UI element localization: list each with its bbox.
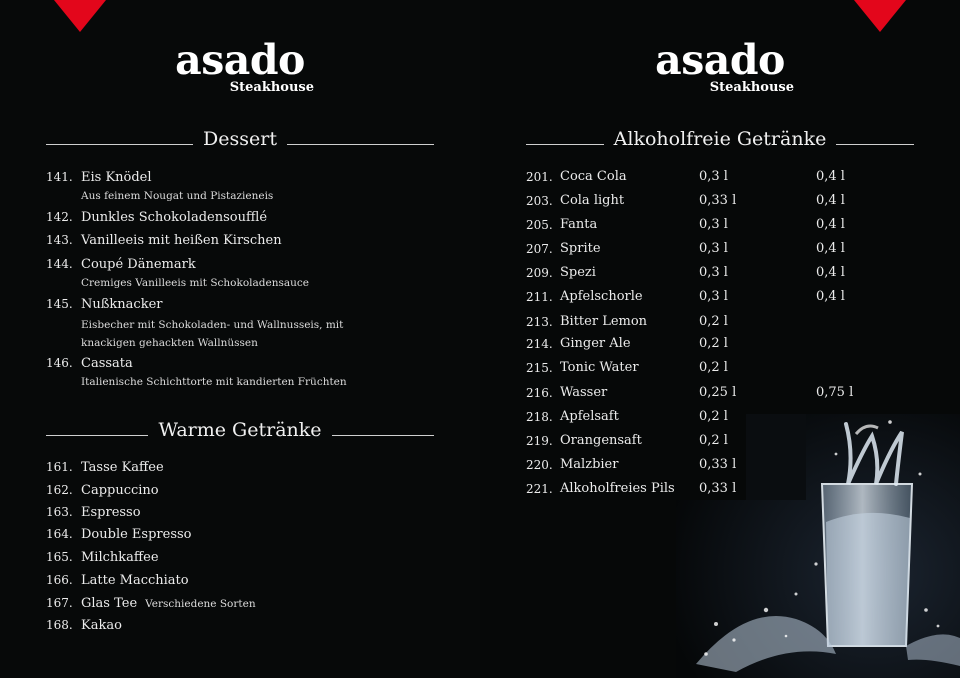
drink-row [526,169,886,185]
menu-item [46,549,159,566]
size-small: 0,3 l [699,217,728,232]
drink-row [526,385,886,401]
item-number: 166. [46,573,73,587]
item-name: Cappuccino [81,483,159,498]
item-name: Wasser [560,385,608,400]
drink-row [526,409,886,425]
drink-row [526,289,886,305]
item-name: Bitter Lemon [560,314,648,329]
water-glass-photo [676,414,960,678]
size-small: 0,2 l [699,360,728,375]
section-title: Alkoholfreie Getränke [613,128,827,150]
item-name: Apfelschorle [560,289,643,304]
size-small: 0,3 l [699,241,728,256]
menu-item [46,459,164,476]
item-name: Milchkaffee [81,550,159,565]
item-name: Cassata [81,356,133,371]
item-name: Nußknacker [81,297,163,312]
size-small: 0,33 l [699,481,737,496]
size-large: 0,75 l [816,385,854,400]
item-name: Cola light [560,193,625,208]
size-small: 0,2 l [699,409,728,424]
item-name: Tasse Kaffee [81,460,164,475]
menu-item [46,256,371,290]
item-number: 221. [526,482,553,496]
section-heading-warm-drinks [46,419,434,441]
size-small: 0,2 l [699,336,728,351]
drink-row [526,360,886,376]
drink-row [526,336,886,352]
size-small: 0,2 l [699,314,728,329]
divider [836,144,914,145]
item-name: Coca Cola [560,169,627,184]
section-title: Dessert [203,128,277,150]
item-name: Tonic Water [560,360,639,375]
item-name: Fanta [560,217,598,232]
item-number: 207. [526,242,553,256]
item-description: Cremiges Vanilleeis mit Schokoladensauce [81,277,310,289]
item-name: Dunkles Schokoladensoufflé [81,210,268,225]
item-name: Latte Macchiato [81,573,189,588]
item-number: 220. [526,458,553,472]
menu-item [46,482,159,499]
divider [46,435,148,436]
item-description: Aus feinem Nougat und Pistazieneis [81,190,274,202]
divider [287,144,434,145]
item-number: 219. [526,434,553,448]
section-title: Warme Getränke [158,419,322,441]
drink-row [526,314,886,330]
drink-row [526,265,886,281]
menu-item [46,169,371,203]
ribbon-bookmark-icon [54,0,106,32]
item-name: Kakao [81,618,122,633]
drink-row [526,217,886,233]
menu-item [46,595,256,612]
item-number: 216. [526,386,553,400]
size-large: 0,4 l [816,169,845,184]
logo-brand: asado [655,36,785,84]
divider [332,435,434,436]
size-small: 0,3 l [699,169,728,184]
item-name: Double Espresso [81,527,192,542]
menu-item [46,296,371,352]
item-number: 146. [46,356,73,370]
item-number: 161. [46,460,73,474]
item-number: 143. [46,233,73,247]
size-small: 0,33 l [699,457,737,472]
size-large: 0,4 l [816,193,845,208]
drink-row [526,433,886,449]
item-name: Eis Knödel [81,170,152,185]
divider [526,144,604,145]
item-description: Verschiedene Sorten [145,598,256,610]
drink-row [526,241,886,257]
item-number: 141. [46,170,73,184]
menu-item [46,526,192,543]
section-heading-soft-drinks [526,128,914,150]
section-heading-dessert [46,128,434,150]
item-number: 215. [526,361,553,375]
size-small: 0,2 l [699,433,728,448]
item-name: Glas Tee [81,596,138,611]
logo [160,38,320,96]
size-small: 0,33 l [699,193,737,208]
size-large: 0,4 l [816,241,845,256]
size-large: 0,4 l [816,265,845,280]
item-number: 163. [46,505,73,519]
item-number: 162. [46,483,73,497]
item-name: Espresso [81,505,141,520]
item-name: Malzbier [560,457,619,472]
drink-row [526,193,886,209]
item-number: 209. [526,266,553,280]
logo-tagline: Steakhouse [709,80,794,95]
drink-row [526,457,886,473]
item-number: 144. [46,257,73,271]
item-description: Italienische Schichttorte mit kandierten Früchten [81,376,347,388]
item-name: Sprite [560,241,601,256]
item-name: Coupé Dänemark [81,257,196,272]
menu-item [46,209,267,226]
item-number: 167. [46,596,73,610]
item-number: 165. [46,550,73,564]
item-number: 142. [46,210,73,224]
size-large: 0,4 l [816,289,845,304]
item-number: 211. [526,290,553,304]
item-number: 201. [526,170,553,184]
menu-item [46,504,141,521]
item-name: Alkoholfreies Pils [560,481,675,496]
item-name: Ginger Ale [560,336,631,351]
item-number: 214. [526,337,553,351]
size-small: 0,3 l [699,289,728,304]
menu-item [46,572,189,589]
menu-item [46,355,371,389]
item-number: 203. [526,194,553,208]
divider [46,144,193,145]
menu-item [46,232,282,249]
size-large: 0,4 l [816,217,845,232]
item-number: 168. [46,618,73,632]
item-name: Apfelsaft [560,409,619,424]
size-small: 0,3 l [699,265,728,280]
item-number: 145. [46,297,73,311]
logo [640,38,800,96]
item-name: Vanilleeis mit heißen Kirschen [81,233,282,248]
item-name: Spezi [560,265,596,280]
item-description: Eisbecher mit Schokoladen- und Wallnusseis, mit knackigen gehackten Wallnüssen [81,319,344,349]
item-number: 213. [526,315,553,329]
logo-tagline: Steakhouse [229,80,314,95]
logo-brand: asado [175,36,305,84]
menu-item [46,617,122,634]
item-name: Orangensaft [560,433,642,448]
drink-row [526,481,886,497]
size-small: 0,25 l [699,385,737,400]
item-number: 205. [526,218,553,232]
ribbon-bookmark-icon [854,0,906,32]
item-number: 218. [526,410,553,424]
item-number: 164. [46,527,73,541]
